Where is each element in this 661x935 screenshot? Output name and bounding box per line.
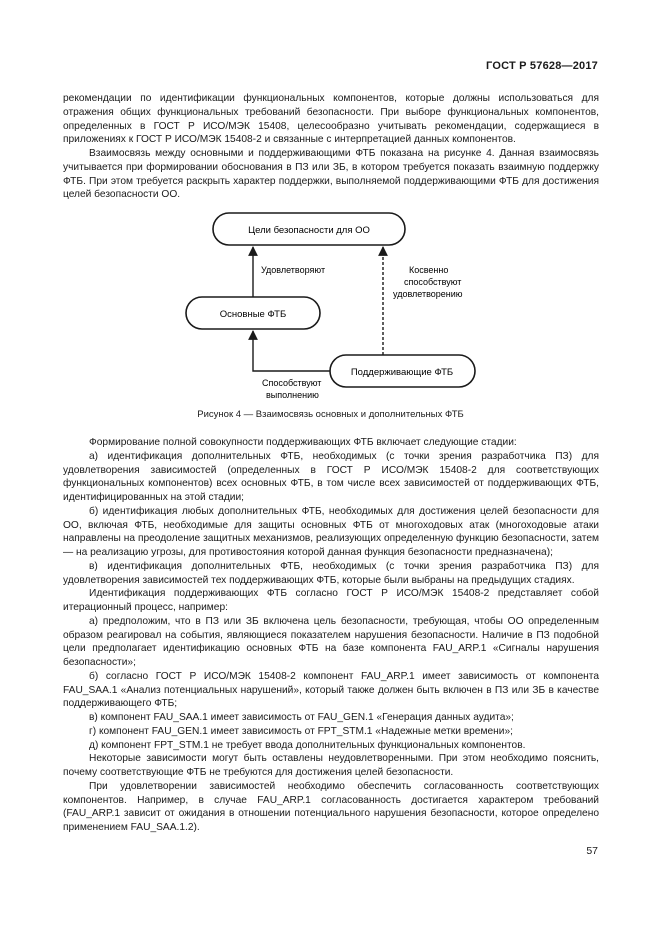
paragraph: Взаимосвязь между основными и поддерживающими ФТБ показана на рисунке 4. Данная взаимосвязь учитывается при формировании обоснования в ПЗ или ЗБ, в котором требуется показать взаимную поддержку ФТБ. При этом требуется раскрыть характер поддержки, выполняемой поддерживающими ФТБ для достижения целей безопасности ОО. (63, 148, 599, 201)
list-item: д) компонент FPT_STM.1 не требует ввода дополнительных функциональных компонентов. (89, 739, 526, 751)
figure-caption: Рисунок 4 — Взаимосвязь основных и дополнительных ФТБ (197, 409, 464, 420)
list-item: б) идентификация любых дополнительных ФТБ, необходимых для достижения целей безопасности для ОО, включая ФТБ, необходимые для защиты основных ФТБ от многоходовых атак (многоходовые атаки направлены на преодоление защитных механизмов, реализующих определенную функцию безопасности, затем — на реализацию угрозы, для противостояния которой данная функция безопасности предназначена); (63, 505, 599, 558)
list-item: г) компонент FAU_GEN.1 имеет зависимость от FPT_STM.1 «Надежные метки времени»; (89, 725, 513, 737)
list-item: в) идентификация дополнительных ФТБ, необходимых (с точки зрения разработчика ПЗ) для удовлетворения зависимостей тех поддерживающих ФТБ, которые были выбраны на предыдущих стадиях. (63, 560, 599, 586)
paragraph: При удовлетворении зависимостей необходимо обеспечить согласованность соответствующих компонентов. Например, в случае FAU_ARP.1 согласованность достигается характером требований (FAU_ARP.1 зависит от ожидания в отношении потенциального нарушения безопасности, которое определено применением FAU_SAA.1.2). (63, 780, 599, 833)
list-item: в) компонент FAU_SAA.1 имеет зависимость от FAU_GEN.1 «Генерация данных аудита»; (89, 712, 514, 723)
paragraph: Идентификация поддерживающих ФТБ согласно ГОСТ Р ИСО/МЭК 15408-2 представляет собой итерационный процесс, например: (63, 588, 599, 613)
page-number: 57 (586, 845, 598, 857)
paragraph: Формирование полной совокупности поддерживающих ФТБ включает следующие стадии: (89, 437, 517, 448)
main-ftb-box-label: Основные ФТБ (219, 309, 287, 320)
label-indirect-3: удовлетворению (393, 289, 463, 299)
label-indirect-1: Косвенно (409, 265, 449, 275)
body-text (63, 436, 599, 835)
paragraph: рекомендации по идентификации функциональных компонентов, которые должны использоваться для отражения общих функциональных требований безопасности. При выборе функциональных компонентов, определенных в ГОСТ Р ИСО/МЭК 15408, целесообразно учитывать рекомендации, содержащиеся в приложениях к ГОСТ Р ИСО/МЭК 15408-2 и связанные с интерпретацией данных компонентов. (63, 93, 599, 146)
label-indirect-2: способствуют (404, 277, 462, 287)
label-satisfy: Удовлетворяют (261, 265, 326, 275)
document-id-header: ГОСТ Р 57628—2017 (486, 60, 598, 72)
list-item: а) предположим, что в ПЗ или ЗБ включена цель безопасности, требующая, чтобы ОО определенным образом реагировал на события, являющиеся показателем нарушения безопасности. Наличие в ПЗ подобной цели предполагает идентификацию основных ФТБ на базе компонента FAU_ARP.1 «Сигналы нарушения безопасности»; (63, 615, 599, 668)
list-item: б) согласно ГОСТ Р ИСО/МЭК 15408-2 компонент FAU_ARP.1 имеет зависимость от компонента FAU_SAA.1 «Анализ потенциальных нарушений», который также должен быть включен в ПЗ или ЗБ в качестве поддерживающего ФТБ; (63, 670, 599, 710)
intro-text (63, 92, 599, 202)
label-contrib-2: выполнению (266, 390, 319, 400)
label-contrib-1: Способствуют (262, 378, 322, 388)
list-item: а) идентификация дополнительных ФТБ, необходимых (с точки зрения разработчика ПЗ) для удовлетворения зависимостей (определенных в ГОСТ Р ИСО/МЭК 15408-2 для соответствующих функциональных компонентов) всех основных ФТБ, в том числе всех зависимостей от поддерживающих ФТБ, идентифицированных на этой стадии; (63, 450, 599, 503)
support-ftb-box-label: Поддерживающие ФТБ (350, 367, 454, 378)
goals-box-label: Цели безопасности для ОО (248, 225, 370, 236)
arrow-support-to-main (253, 331, 330, 371)
paragraph: Некоторые зависимости могут быть оставлены неудовлетворенными. При этом необходимо пояснить, почему соответствующие ФТБ не требуются для достижения целей безопасности. (63, 753, 599, 778)
figure-4-diagram (0, 205, 661, 410)
